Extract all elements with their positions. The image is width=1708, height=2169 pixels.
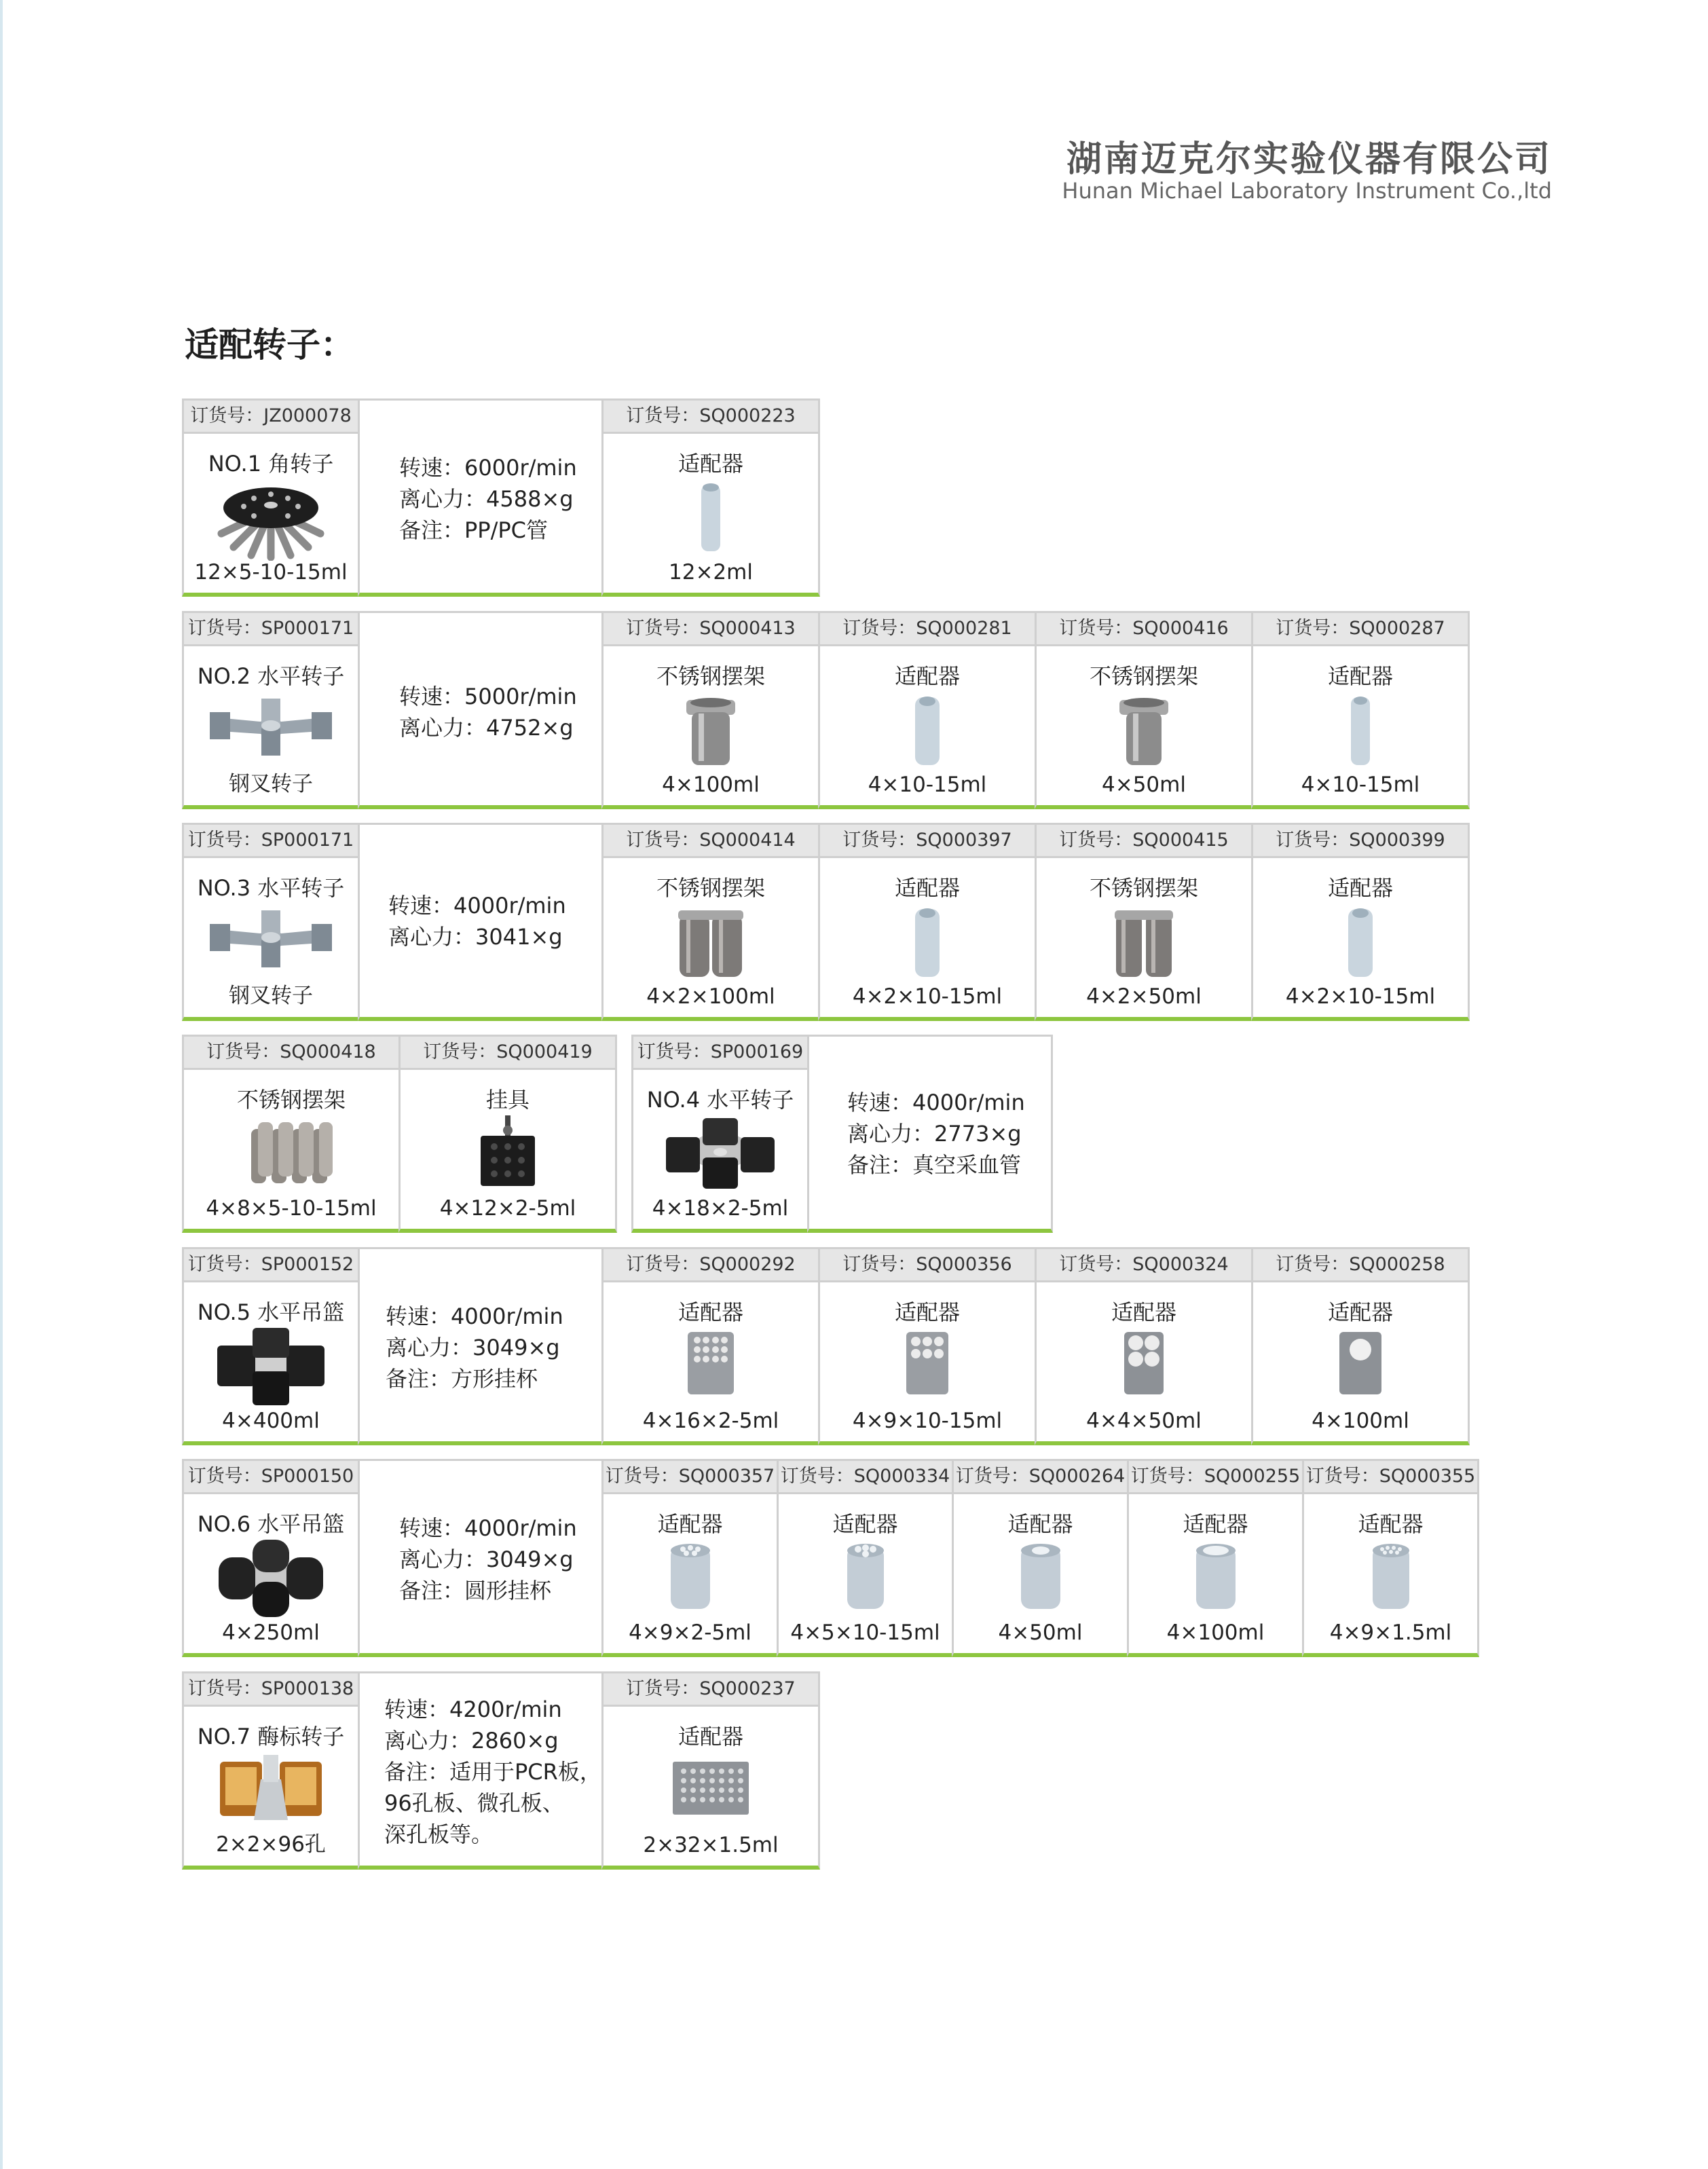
part-capacity: 4×9×2-5ml	[629, 1620, 751, 1645]
rotor-name: NO.4 水平转子	[646, 1087, 794, 1113]
swing-rotor-image	[203, 905, 339, 973]
rotor-card-5	[182, 1247, 360, 1445]
part-name: 不锈钢摆架	[656, 663, 765, 689]
tube-adapter-image	[697, 481, 724, 554]
part-name: 适配器	[1007, 1511, 1073, 1537]
order-number: 订货号：SQ000419	[401, 1037, 615, 1070]
part-capacity: 4×2×10-15ml	[852, 984, 1003, 1009]
steel-holder-image	[1117, 693, 1171, 768]
rotor-capacity: 钢叉转子	[229, 984, 313, 1008]
order-number: 订货号：SQ000413	[604, 613, 818, 646]
order-number: 订货号：SQ000223	[604, 401, 818, 434]
round-adapter-image	[1370, 1541, 1412, 1612]
rotor-specs-1	[358, 398, 604, 597]
round-adapter-image	[844, 1541, 887, 1612]
rotor-specs-2	[358, 611, 604, 809]
order-number: 订货号：SQ000355	[1304, 1461, 1477, 1494]
part-capacity: 4×5×10-15ml	[790, 1620, 940, 1645]
part-card	[818, 823, 1037, 1021]
section-title: 适配转子：	[185, 325, 354, 365]
order-number: 订货号：SQ000415	[1037, 825, 1251, 858]
part-capacity: 4×2×50ml	[1086, 984, 1202, 1009]
rotor-name: NO.2 水平转子	[197, 663, 345, 689]
rotor-card-3	[182, 823, 360, 1021]
spec-force: 离心力：3041×g	[388, 924, 563, 950]
order-number: 订货号：SQ000418	[184, 1037, 398, 1070]
rotor-specs-7	[358, 1671, 604, 1870]
part-card	[1035, 823, 1253, 1021]
round-adapter-image	[1018, 1541, 1063, 1612]
order-number: 订货号：SQ000356	[820, 1249, 1035, 1282]
tube-rack-image	[247, 1117, 335, 1188]
spec-note-line-2: 96孔板、微孔板、	[384, 1790, 564, 1816]
order-number: 订货号：SQ000258	[1253, 1249, 1468, 1282]
order-number: 订货号：SQ000292	[604, 1249, 818, 1282]
part-capacity: 4×50ml	[998, 1620, 1083, 1645]
part-name: 适配器	[894, 663, 960, 689]
order-number: 订货号：SQ000281	[820, 613, 1035, 646]
square-adapter-image	[684, 1329, 738, 1397]
rotor-capacity: 4×18×2-5ml	[652, 1196, 789, 1221]
part-name: 不锈钢摆架	[656, 875, 765, 901]
part-capacity: 4×100ml	[1312, 1409, 1409, 1433]
spec-speed: 转速：4000r/min	[386, 1303, 563, 1329]
part-card	[1035, 1247, 1253, 1445]
rotor-card-1	[182, 398, 360, 597]
part-name: 适配器	[1183, 1511, 1248, 1537]
company-name-en: Hunan Michael Laboratory Instrument Co.,ltd	[1062, 178, 1552, 204]
part-capacity: 4×100ml	[662, 773, 760, 797]
part-capacity: 12×2ml	[669, 560, 753, 585]
order-number: 订货号：SQ000237	[604, 1673, 818, 1707]
square-adapter-image	[1121, 1329, 1166, 1397]
round-adapter-image	[1193, 1541, 1238, 1612]
spec-speed: 转速：4000r/min	[388, 893, 566, 919]
tube-adapter-image	[912, 905, 942, 980]
part-name: 适配器	[1327, 1299, 1393, 1325]
spec-force: 离心力：3049×g	[399, 1546, 574, 1572]
part-capacity: 4×4×50ml	[1086, 1409, 1202, 1433]
rotor-capacity: 4×400ml	[222, 1409, 320, 1433]
part-name: 不锈钢摆架	[1089, 875, 1198, 901]
order-number: 订货号：SP000171	[184, 613, 358, 646]
angle-rotor-image	[206, 479, 335, 561]
part-name: 适配器	[894, 1299, 960, 1325]
rotor-name: NO.7 酶标转子	[197, 1724, 345, 1749]
rotor-name: NO.1 角转子	[208, 451, 334, 477]
rotor-card-2	[182, 611, 360, 809]
swing-rotor-image	[203, 693, 339, 761]
order-number: 订货号：SQ000414	[604, 825, 818, 858]
part-card	[601, 398, 820, 597]
part-name: 适配器	[894, 875, 960, 901]
spec-force: 离心力：3049×g	[386, 1335, 560, 1360]
tube-adapter-image	[1345, 905, 1375, 980]
order-number: 订货号：SP000150	[184, 1461, 358, 1494]
part-name: 适配器	[832, 1511, 898, 1537]
tube-adapter-image	[912, 693, 942, 768]
part-name: 适配器	[677, 1299, 743, 1325]
rotor-name: NO.3 水平转子	[197, 875, 345, 901]
part-capacity: 4×12×2-5ml	[439, 1196, 576, 1221]
order-number: 订货号：SQ000334	[779, 1461, 952, 1494]
rotor-card-7	[182, 1671, 360, 1870]
rotor-specs-6	[358, 1459, 604, 1657]
part-capacity: 4×2×100ml	[646, 984, 775, 1009]
order-number: 订货号：SP000138	[184, 1673, 358, 1707]
spec-force: 离心力：2860×g	[384, 1728, 559, 1754]
order-number: 订货号：SQ000255	[1129, 1461, 1302, 1494]
spec-force: 离心力：2773×g	[847, 1121, 1022, 1147]
part-capacity: 4×10-15ml	[868, 773, 987, 797]
spec-speed: 转速：5000r/min	[399, 684, 577, 709]
order-number: 订货号：SP000169	[633, 1037, 807, 1070]
part-capacity: 4×16×2-5ml	[642, 1409, 779, 1433]
part-name: 适配器	[657, 1511, 723, 1537]
order-number: 订货号：SQ000357	[604, 1461, 777, 1494]
spec-note: 备注：方形挂杯	[386, 1366, 538, 1392]
spec-speed: 转速：4000r/min	[399, 1515, 577, 1541]
part-card	[182, 1035, 401, 1233]
round-adapter-image	[668, 1541, 713, 1612]
double-steel-holder-image	[1113, 905, 1174, 980]
order-number: 订货号：SQ000324	[1037, 1249, 1251, 1282]
spec-note-line-3: 深孔板等。	[384, 1821, 494, 1847]
part-card	[1127, 1459, 1304, 1657]
rotor-capacity: 4×250ml	[222, 1620, 320, 1645]
part-card	[1035, 611, 1253, 809]
part-name: 不锈钢摆架	[1089, 663, 1198, 689]
rotor-capacity: 钢叉转子	[229, 772, 313, 796]
square-adapter-image	[904, 1329, 951, 1397]
order-number: 订货号：SQ000399	[1253, 825, 1468, 858]
spec-speed: 转速：6000r/min	[399, 455, 577, 481]
spec-note: 备注：适用于PCR板，	[384, 1759, 601, 1785]
order-number: 订货号：SP000152	[184, 1249, 358, 1282]
part-name: 挂具	[485, 1087, 530, 1113]
part-card	[818, 611, 1037, 809]
order-number: 订货号：SQ000397	[820, 825, 1035, 858]
rotor-card-6	[182, 1459, 360, 1657]
order-number: 订货号：SQ000287	[1253, 613, 1468, 646]
part-card	[1251, 823, 1470, 1021]
steel-holder-image	[684, 693, 738, 768]
square-adapter-image	[1337, 1329, 1384, 1397]
spec-speed: 转速：4000r/min	[847, 1090, 1025, 1115]
part-card	[818, 1247, 1037, 1445]
part-name: 适配器	[677, 451, 743, 477]
part-capacity: 4×9×10-15ml	[852, 1409, 1003, 1433]
rotor-name: NO.6 水平吊篮	[197, 1511, 345, 1537]
spec-note: 备注：圆形挂杯	[399, 1578, 552, 1603]
part-card	[601, 611, 820, 809]
part-capacity: 4×10-15ml	[1301, 773, 1420, 797]
spec-force: 离心力：4588×g	[399, 486, 574, 512]
spec-force: 离心力：4752×g	[399, 715, 574, 741]
part-card	[1302, 1459, 1479, 1657]
round-bucket-rotor-image	[213, 1537, 329, 1618]
order-number: 订货号：SQ000416	[1037, 613, 1251, 646]
part-capacity: 4×2×10-15ml	[1285, 984, 1436, 1009]
part-card	[601, 823, 820, 1021]
order-number: 订货号：SP000171	[184, 825, 358, 858]
part-card	[398, 1035, 617, 1233]
part-capacity: 4×9×1.5ml	[1329, 1620, 1452, 1645]
rotor-specs-5	[358, 1247, 604, 1445]
rotor-capacity: 12×5-10-15ml	[194, 560, 348, 585]
spec-speed: 转速：4200r/min	[384, 1697, 562, 1722]
part-capacity: 2×32×1.5ml	[643, 1833, 779, 1857]
part-card	[777, 1459, 954, 1657]
rotor-card-4	[631, 1035, 809, 1233]
tube-adapter-image	[1348, 693, 1373, 768]
part-name: 不锈钢摆架	[236, 1087, 346, 1113]
part-card	[601, 1247, 820, 1445]
part-card	[1251, 611, 1470, 809]
tube-hanger-image	[474, 1113, 542, 1189]
part-card	[1251, 1247, 1470, 1445]
rotor-specs-3	[358, 823, 604, 1021]
part-capacity: 4×8×5-10-15ml	[206, 1196, 377, 1221]
part-capacity: 4×50ml	[1102, 773, 1186, 797]
order-number: 订货号：JZ000078	[184, 401, 358, 434]
plate-adapter-image	[670, 1759, 751, 1817]
order-number: 订货号：SQ000264	[954, 1461, 1127, 1494]
part-card	[952, 1459, 1129, 1657]
square-bucket-rotor-image	[213, 1325, 329, 1407]
part-name: 适配器	[677, 1724, 743, 1749]
rotor-capacity: 2×2×96孔	[216, 1832, 326, 1857]
microplate-rotor-image	[213, 1752, 329, 1827]
company-name-cn: 湖南迈克尔实验仪器有限公司	[1066, 139, 1552, 180]
rotor-name: NO.5 水平吊篮	[197, 1299, 345, 1325]
part-name: 适配器	[1327, 663, 1393, 689]
page-edge-line	[0, 0, 3, 2169]
part-name: 适配器	[1111, 1299, 1176, 1325]
part-card	[601, 1459, 779, 1657]
rotor-specs-4	[807, 1035, 1053, 1233]
part-name: 适配器	[1327, 875, 1393, 901]
part-capacity: 4×100ml	[1166, 1620, 1265, 1645]
swing-bucket-rotor-image	[659, 1115, 781, 1191]
part-card	[601, 1671, 820, 1870]
double-steel-holder-image	[677, 905, 745, 980]
spec-note: 备注：真空采血管	[847, 1152, 1022, 1178]
spec-note: 备注：PP/PC管	[399, 517, 549, 543]
part-name: 适配器	[1358, 1511, 1424, 1537]
